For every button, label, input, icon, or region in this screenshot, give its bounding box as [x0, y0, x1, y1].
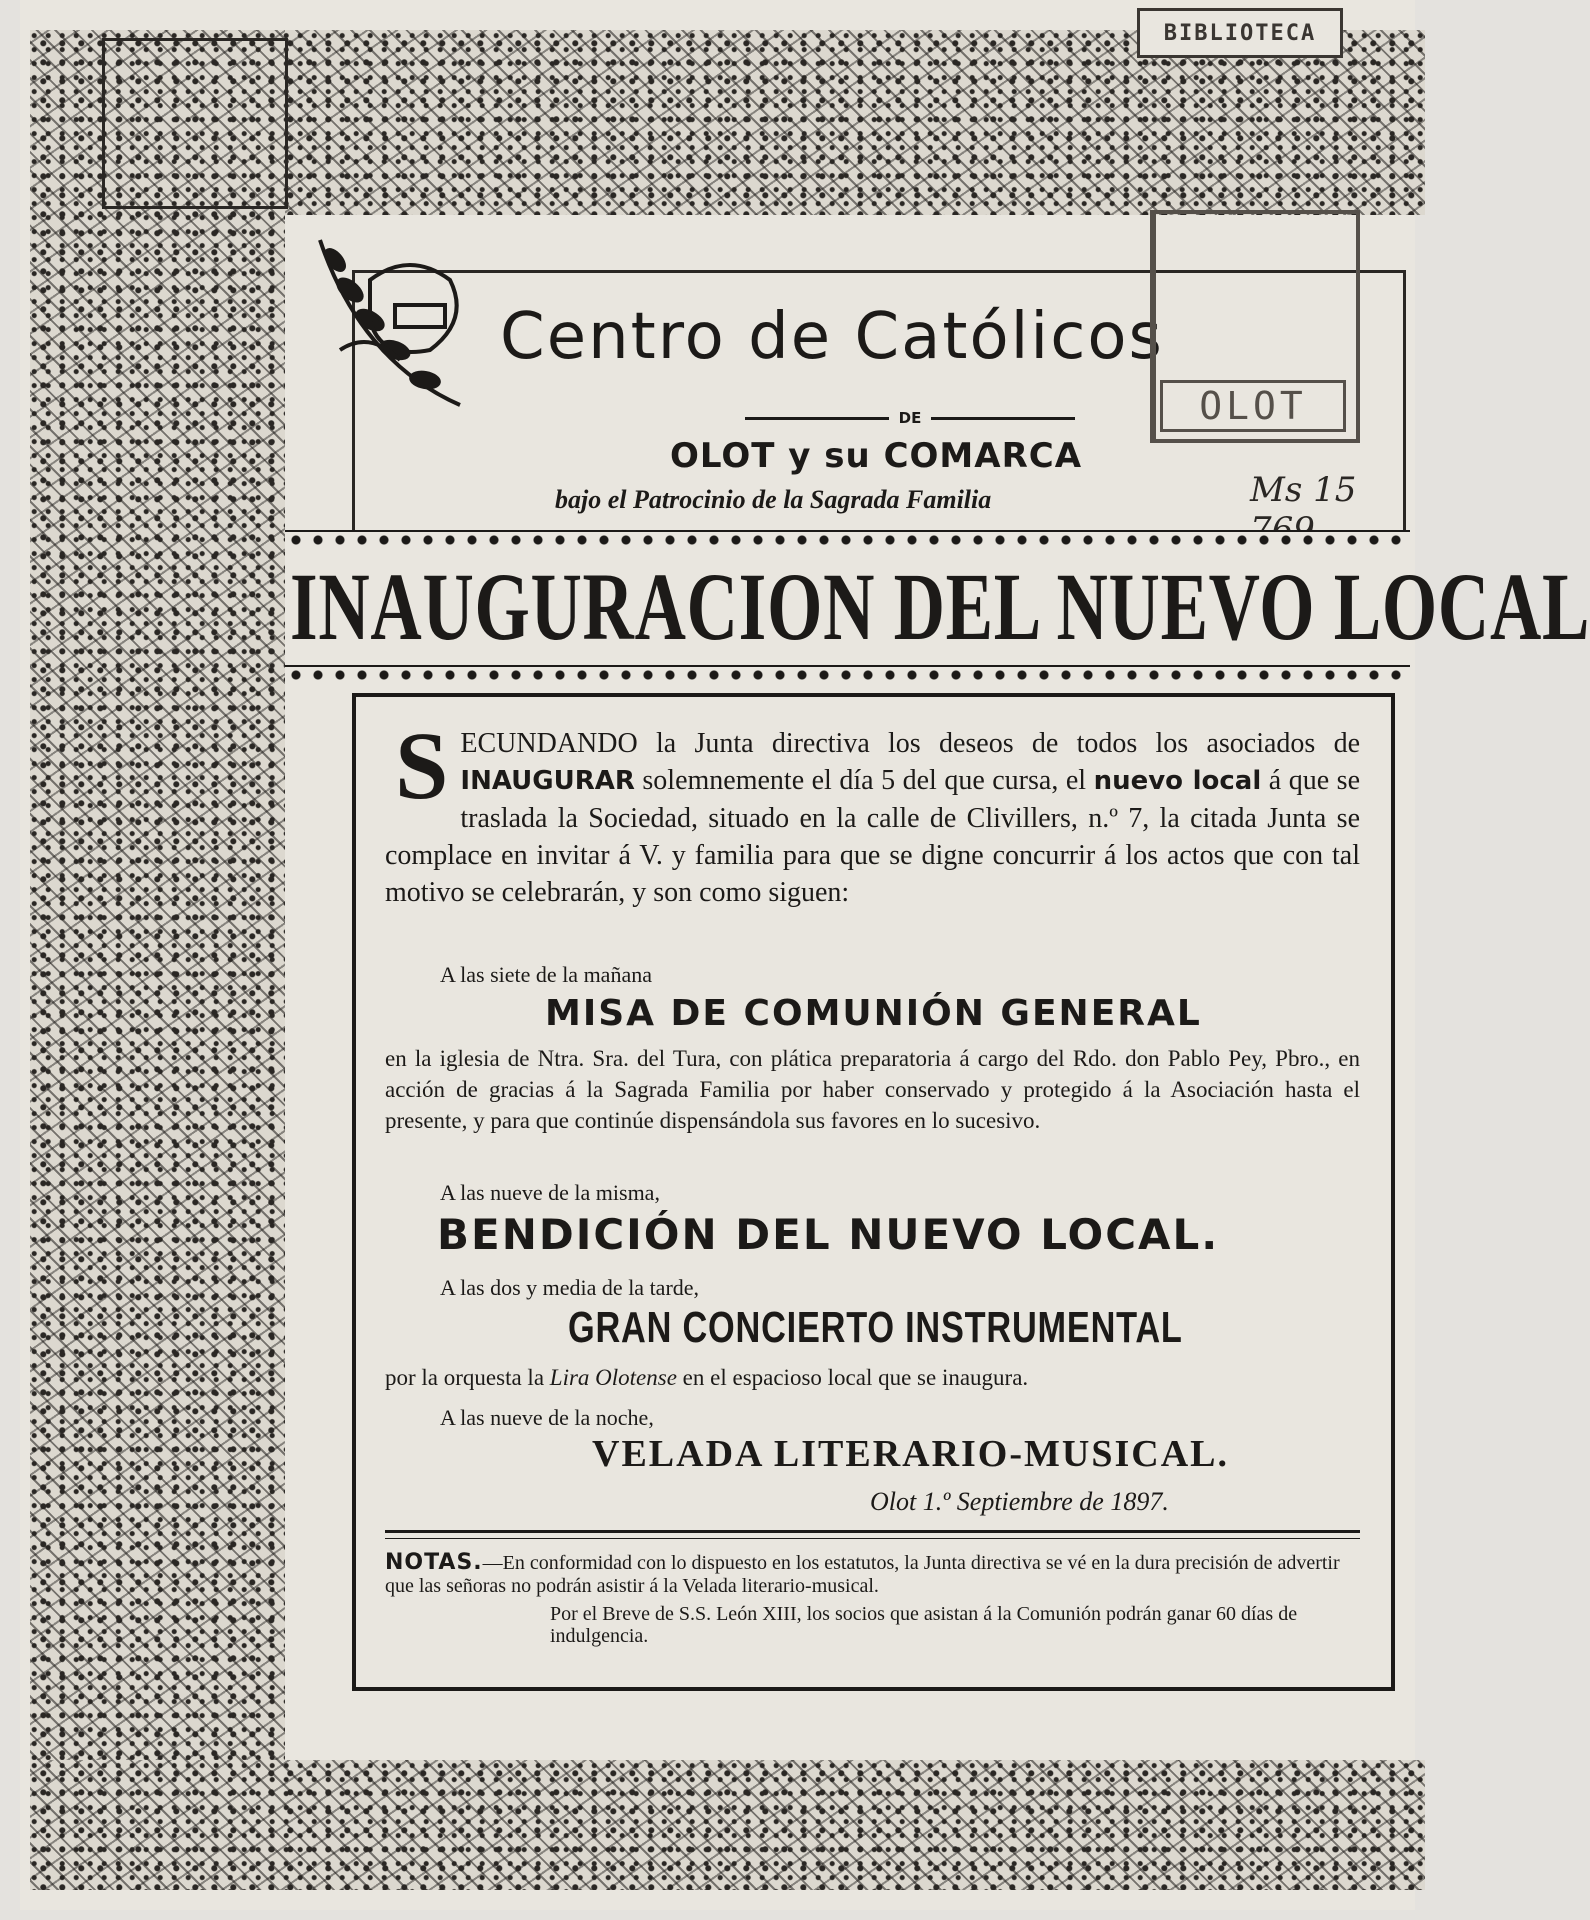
event-title: GRAN CONCIERTO INSTRUMENTAL: [568, 1303, 1183, 1352]
intro-text-3: á que se traslada la Sociedad, situado en la calle de Clivillers, n.º 7, la citada Junta se complace en invitar á V. y familia para que se digne concurrir á los actos que con tal motivo se celebrarán, y son como siguen:: [385, 765, 1360, 908]
event-time: A las nueve de la misma,: [440, 1180, 660, 1205]
date-signature: Olot 1.º Septiembre de 1897.: [870, 1487, 1169, 1516]
note-2: Por el Breve de S.S. León XIII, los socios que asistan á la Comunión podrán ganar 60 días de indulgencia.: [550, 1603, 1298, 1647]
intro-text-2: solemnemente el día 5 del que cursa, el: [634, 765, 1094, 796]
event-detail: en la iglesia de Ntra. Sra. del Tura, con plática preparatoria á cargo del Rdo. don Pablo Pey, Pbro., en acción de gracias á la Sagrada Familia por haber conservado y protegido á la Asociación hasta el presente, y para que continúe dispensándola sus favores en lo sucesivo.: [385, 1046, 1360, 1133]
intro-text-1: ECUNDANDO la Junta directiva los deseos de todos los asociados de: [460, 728, 1360, 759]
divider-bar-right: [931, 417, 1075, 420]
ornament-corner-frame: [102, 38, 288, 209]
event-title: VELADA LITERARIO-MUSICAL.: [592, 1433, 1229, 1475]
patronage-line: bajo el Patrocinio de la Sagrada Familia: [555, 485, 992, 514]
banner-heading: INAUGURACION DEL NUEVO LOCAL: [290, 553, 1590, 660]
decorative-strip-top: [285, 530, 1410, 550]
olot-stamp: OLOT: [1160, 380, 1346, 432]
organization-title: Centro de Católicos: [500, 300, 1164, 374]
divider-bar-left: [745, 417, 889, 420]
library-stamp: BIBLIOTECA: [1137, 8, 1343, 58]
laurel-emblem-icon: [300, 220, 510, 420]
event-detail: [385, 1365, 1028, 1391]
de-divider: [745, 405, 1075, 431]
note-1-text: —En conformidad con lo dispuesto en los estatutos, la Junta directiva se vé en la dura precisión de advertir que las señoras no podrán asistir á la Velada literario-musical.: [385, 1552, 1340, 1597]
manuscript-number: Ms 15: [1250, 470, 1357, 510]
detail-text: por la orquesta la: [385, 1365, 550, 1390]
ornamental-border-left: [30, 30, 285, 1890]
decorative-strip-bottom: [285, 665, 1410, 685]
event-title: MISA DE COMUNIÓN GENERAL: [545, 993, 1202, 1034]
event-title: BENDICIÓN DEL NUEVO LOCAL.: [437, 1210, 1220, 1259]
location-line: OLOT y su COMARCA: [670, 436, 1083, 476]
invitation-paragraph: [385, 712, 1360, 911]
note-1: [385, 1550, 1360, 1597]
de-label: DE: [898, 409, 922, 427]
event-time: A las siete de la mañana: [440, 962, 652, 987]
event-time: A las dos y media de la tarde,: [440, 1275, 700, 1300]
notes-divider: [385, 1530, 1360, 1539]
detail-text: en el espacioso local que se inaugura.: [676, 1365, 1029, 1390]
ornamental-border-bottom: [30, 1760, 1425, 1890]
notes-label: NOTAS.: [385, 1550, 483, 1575]
notes-section: [385, 1550, 1360, 1653]
event-time: A las nueve de la noche,: [440, 1405, 654, 1430]
inaugurar-emphasis: INAUGURAR: [460, 766, 635, 796]
drop-cap: S: [395, 712, 449, 819]
nuevo-local-emphasis: nuevo local: [1093, 766, 1262, 796]
orchestra-name: Lira Olotense: [549, 1365, 677, 1390]
